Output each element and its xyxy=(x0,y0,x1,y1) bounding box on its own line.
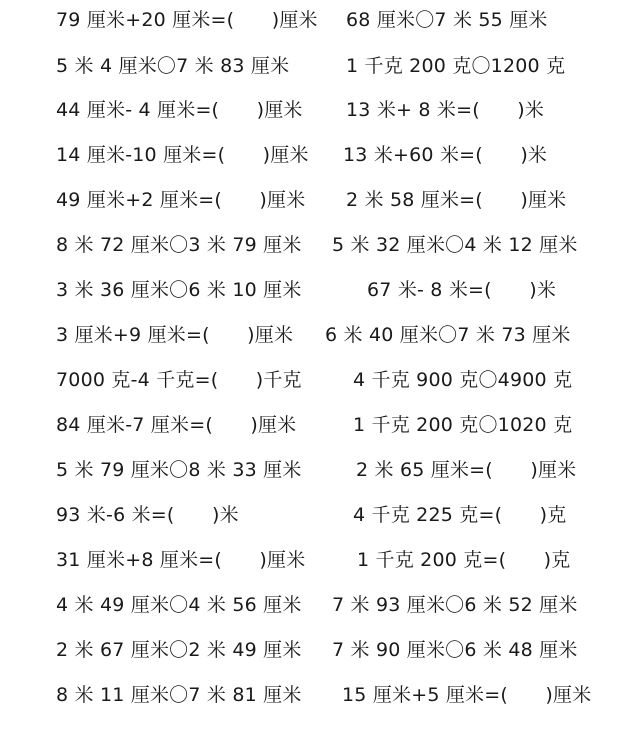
problem-right: 4 千克 225 克=( )克 xyxy=(353,504,567,526)
problem-right: 2 米 65 厘米=( )厘米 xyxy=(356,459,577,481)
problem-row xyxy=(0,455,632,485)
problem-left: 3 米 36 厘米〇6 米 10 厘米 xyxy=(56,279,302,301)
problem-right: 4 千克 900 克〇4900 克 xyxy=(353,369,573,391)
problem-row xyxy=(0,635,632,665)
problem-row xyxy=(0,275,632,305)
problem-right: 6 米 40 厘米〇7 米 73 厘米 xyxy=(325,324,571,346)
problem-row xyxy=(0,320,632,350)
problem-left: 5 米 4 厘米〇7 米 83 厘米 xyxy=(56,55,290,77)
problem-row xyxy=(0,365,632,395)
problem-row xyxy=(0,590,632,620)
problem-left: 5 米 79 厘米〇8 米 33 厘米 xyxy=(56,459,302,481)
problem-left: 2 米 67 厘米〇2 米 49 厘米 xyxy=(56,639,302,661)
problem-left: 49 厘米+2 厘米=( )厘米 xyxy=(56,189,306,211)
problem-right: 7 米 90 厘米〇6 米 48 厘米 xyxy=(332,639,578,661)
problem-left: 3 厘米+9 厘米=( )厘米 xyxy=(56,324,294,346)
problem-right: 2 米 58 厘米=( )厘米 xyxy=(346,189,567,211)
problem-left: 8 米 72 厘米〇3 米 79 厘米 xyxy=(56,234,302,256)
problem-left: 84 厘米-7 厘米=( )厘米 xyxy=(56,414,297,436)
problem-row xyxy=(0,95,632,125)
problem-row xyxy=(0,500,632,530)
problem-left: 8 米 11 厘米〇7 米 81 厘米 xyxy=(56,684,302,706)
problem-left: 93 米-6 米=( )米 xyxy=(56,504,239,526)
problem-row xyxy=(0,5,632,35)
problem-right: 1 千克 200 克〇1200 克 xyxy=(346,55,566,77)
problem-left: 31 厘米+8 厘米=( )厘米 xyxy=(56,549,306,571)
problem-left: 44 厘米- 4 厘米=( )厘米 xyxy=(56,99,303,121)
problem-left: 14 厘米-10 厘米=( )厘米 xyxy=(56,144,309,166)
problem-row xyxy=(0,545,632,575)
problem-right: 15 厘米+5 厘米=( )厘米 xyxy=(342,684,592,706)
problem-right: 1 千克 200 克〇1020 克 xyxy=(353,414,573,436)
problem-right: 67 米- 8 米=( )米 xyxy=(367,279,557,301)
problem-row xyxy=(0,51,632,81)
problem-right: 1 千克 200 克=( )克 xyxy=(357,549,571,571)
problem-left: 4 米 49 厘米〇4 米 56 厘米 xyxy=(56,594,302,616)
problem-right: 68 厘米〇7 米 55 厘米 xyxy=(346,9,548,31)
problem-left: 79 厘米+20 厘米=( )厘米 xyxy=(56,9,318,31)
problem-right: 13 米+60 米=( )米 xyxy=(343,144,548,166)
problem-row xyxy=(0,230,632,260)
problem-row xyxy=(0,680,632,710)
problem-left: 7000 克-4 千克=( )千克 xyxy=(56,369,302,391)
problem-right: 13 米+ 8 米=( )米 xyxy=(346,99,545,121)
problem-right: 7 米 93 厘米〇6 米 52 厘米 xyxy=(332,594,578,616)
problem-right: 5 米 32 厘米〇4 米 12 厘米 xyxy=(332,234,578,256)
problem-row xyxy=(0,185,632,215)
problem-row xyxy=(0,140,632,170)
problem-row xyxy=(0,410,632,440)
